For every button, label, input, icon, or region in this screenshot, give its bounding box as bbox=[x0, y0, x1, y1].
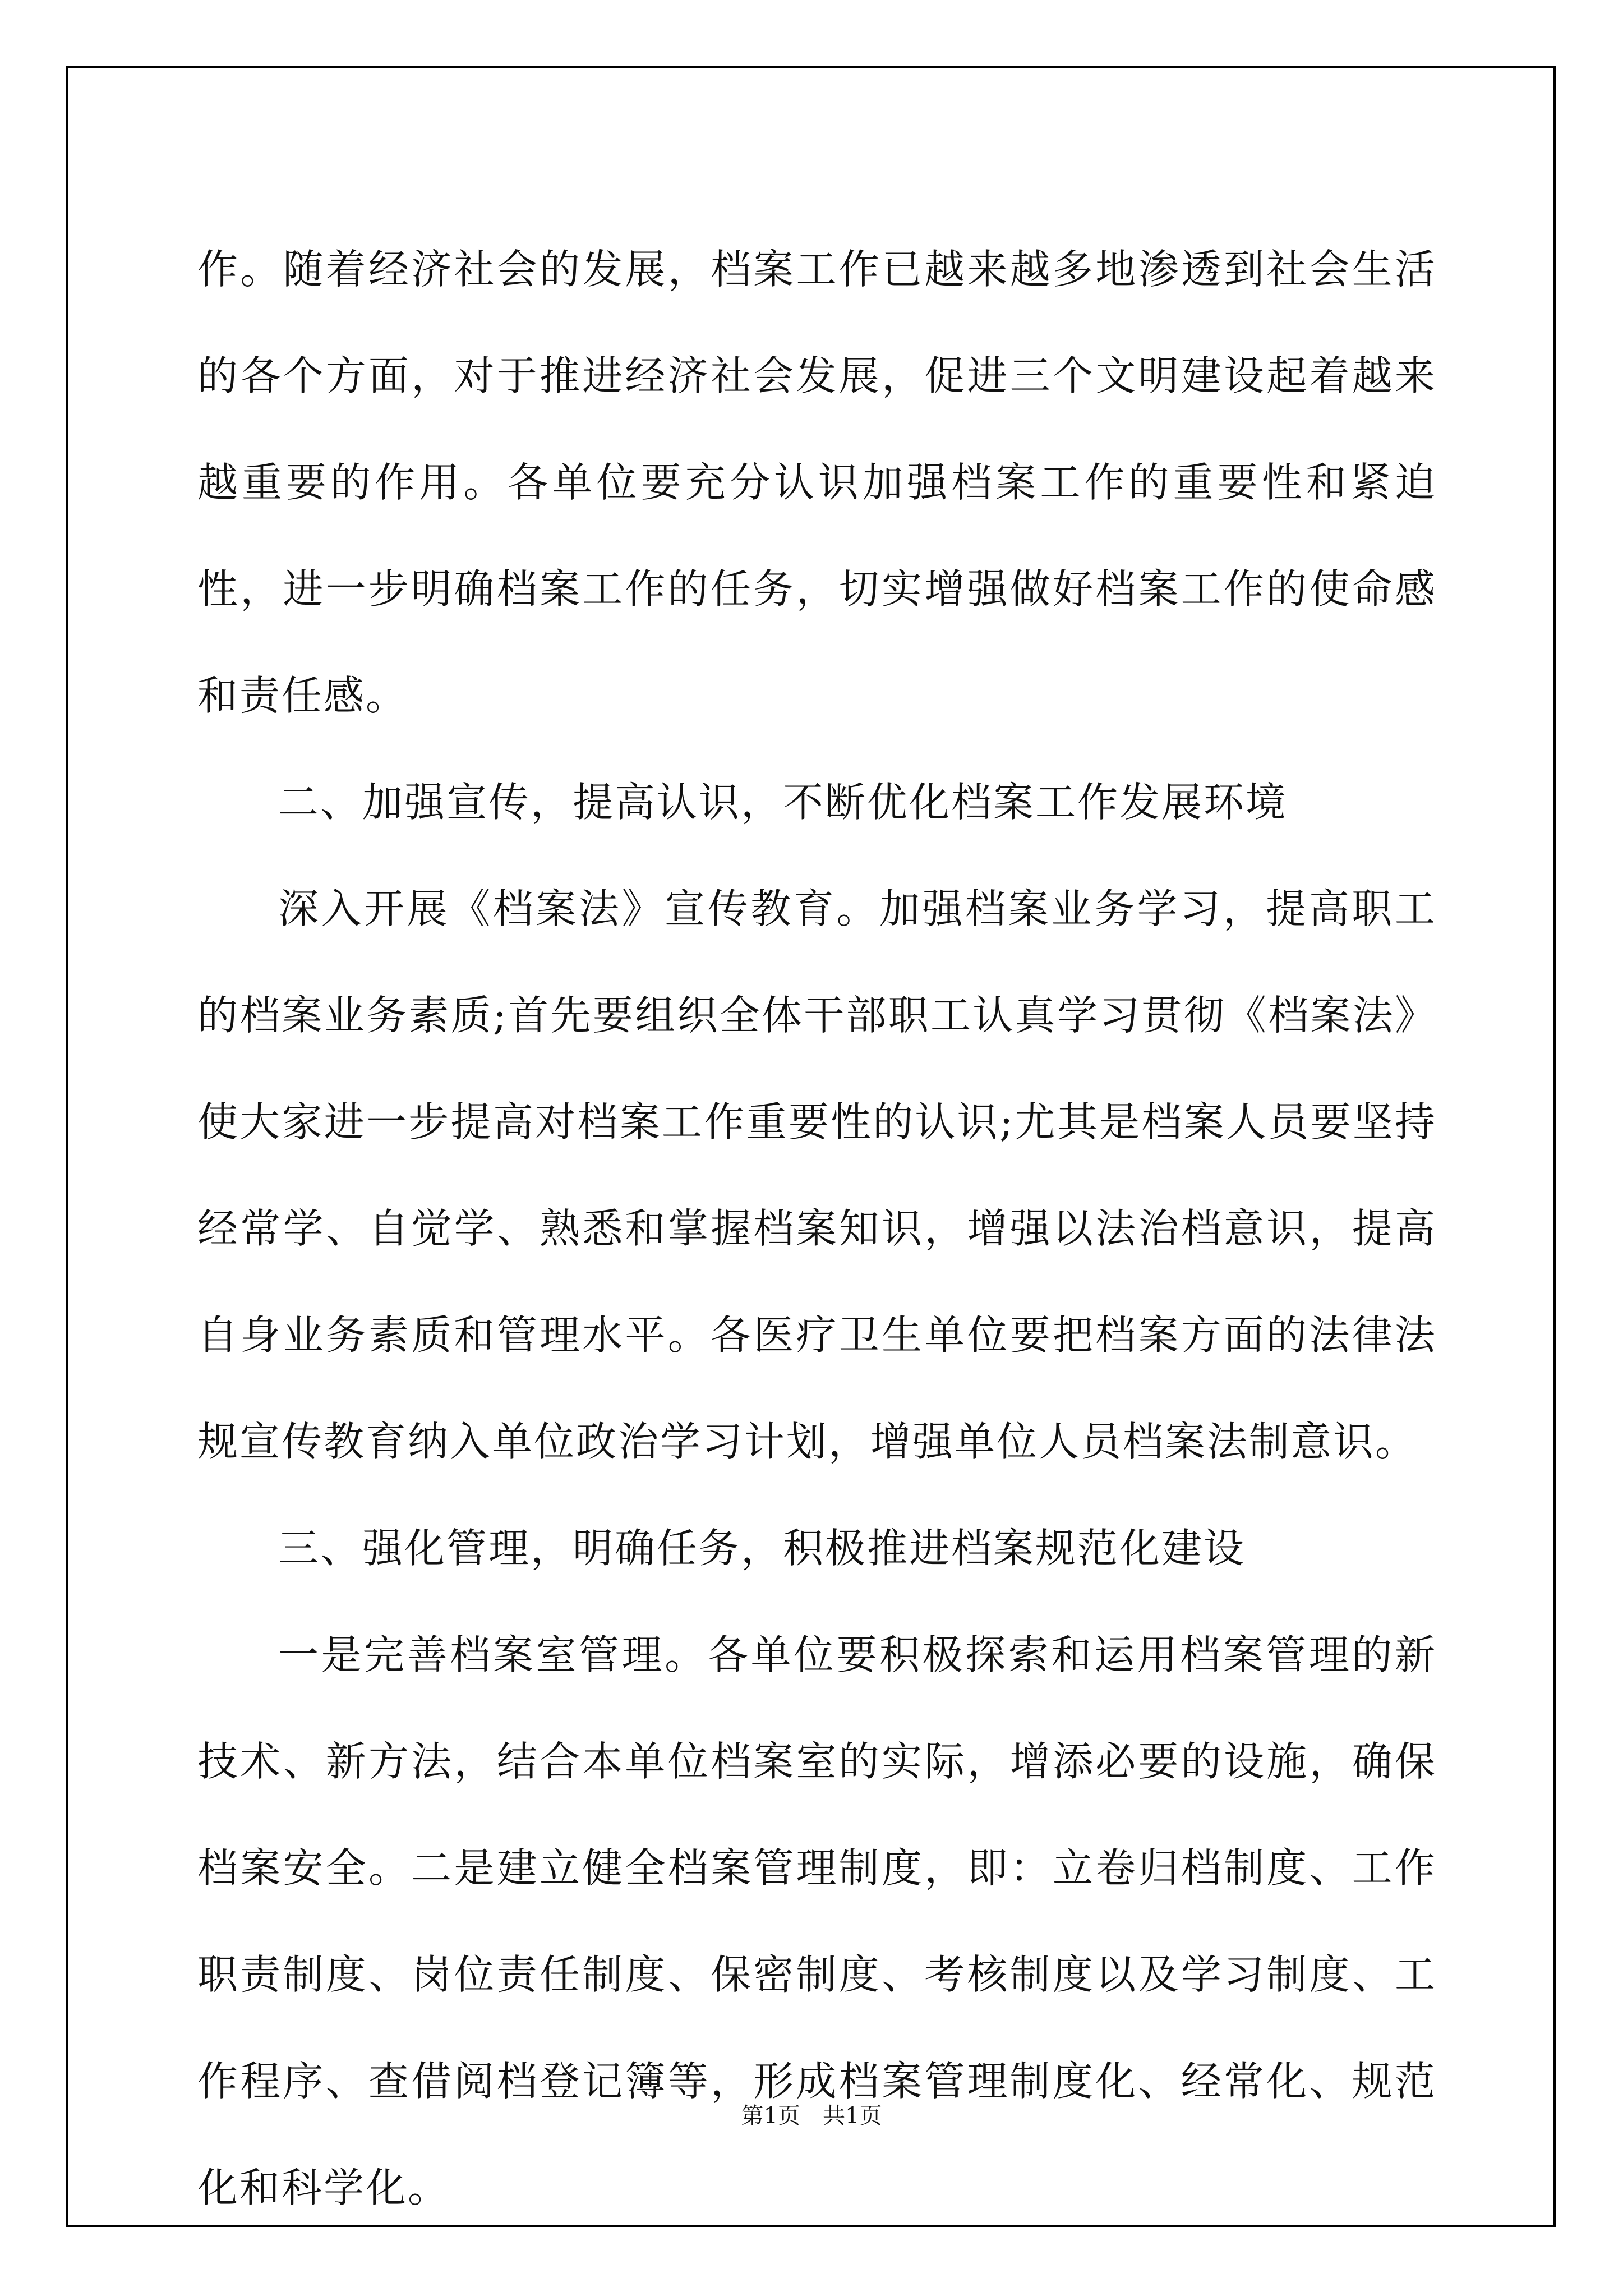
paragraph-continuation: 作。随着经济社会的发展，档案工作已越来越多地渗透到社会生活的各个方面，对于推进经济社会发展，促进三个文明建设起着越来越重要的作用。各单位要充分认识加强档案工作的重要性和紧迫性，进一步明确档案工作的任务，切实增强做好档案工作的使命感和责任感。 bbox=[197, 246, 1437, 719]
section-heading-2: 二、加强宣传，提高认识，不断优化档案工作发展环境 bbox=[278, 779, 1288, 826]
page-total: 共1页 bbox=[823, 2103, 882, 2129]
page-footer bbox=[0, 2098, 1623, 2130]
paragraph-archives-law: 深入开展《档案法》宣传教育。加强档案业务学习，提高职工的档案业务素质;首先要组织全体干部职工认真学习贯彻《档案法》使大家进一步提高对档案工作重要性的认识;尤其是档案人员要坚持经常学、自觉学、熟悉和掌握档案知识，增强以法治档意识，提高自身业务素质和管理水平。各医疗卫生单位要把档案方面的法律法规宣传教育纳入单位政治学习计划，增强单位人员档案法制意识。 bbox=[197, 885, 1437, 1465]
paragraph-management: 一是完善档案室管理。各单位要积极探索和运用档案管理的新技术、新方法，结合本单位档案室的实际，增添必要的设施，确保档案安全。二是建立健全档案管理制度，即：立卷归档制度、工作职责制度、岗位责任制度、保密制度、考核制度以及学习制度、工作程序、查借阅档登记簿等，形成档案管理制度化、经常化、规范化和科学化。 bbox=[197, 1631, 1437, 2211]
document-body bbox=[197, 216, 1437, 2241]
section-heading-3: 三、强化管理，明确任务，积极推进档案规范化建设 bbox=[278, 1525, 1246, 1572]
page-number: 第1页 bbox=[741, 2103, 800, 2129]
